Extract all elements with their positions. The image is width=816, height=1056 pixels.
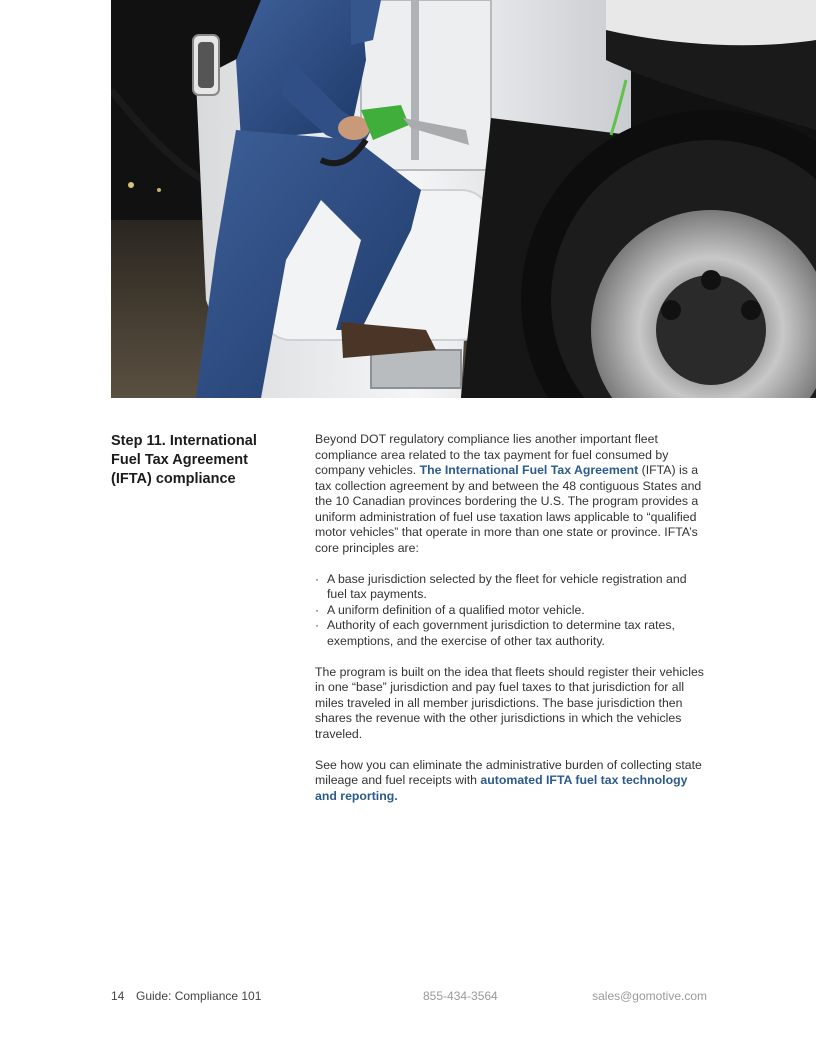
cta-paragraph	[315, 758, 705, 805]
list-item: · Authority of each government jurisdiction to determine tax rates, exemptions, and the exercise of other tax authority.	[315, 618, 705, 649]
ifta-link[interactable]: The International Fuel Tax Agreement	[419, 463, 639, 477]
intro-text-after-link: (IFTA) is a tax collection agreement by and between the 48 contiguous States and the 10 Canadian provinces bordering the U.S. The program provides a uniform administration of fuel use taxation laws applicable to “qualified motor vehicles” that operate in more than one state or province. IFTA’s core principles are:	[315, 463, 702, 555]
guide-title: Guide: Compliance 101	[136, 989, 262, 1003]
core-principles-list	[315, 572, 705, 650]
section-body	[315, 432, 705, 820]
intro-paragraph	[315, 432, 705, 556]
cta-text-before-link: See how you can eliminate the administrative burden of collecting state mileage and fuel receipts with	[315, 757, 702, 787]
base-jurisdiction-paragraph: The program is built on the idea that fleets should register their vehicles in one “base” jurisdiction and pay fuel taxes to that jurisdiction for all miles traveled in all member jurisdictions. The base jurisdiction then shares the revenue with the other jurisdictions in which the vehicles traveled.	[315, 664, 704, 741]
list-item: · A base jurisdiction selected by the fleet for vehicle registration and fuel tax payments.	[315, 572, 705, 603]
list-item: · A uniform definition of a qualified motor vehicle.	[315, 603, 705, 619]
phone-number[interactable]: 855-434-3564	[423, 989, 498, 1003]
truck-fueling-photo	[111, 0, 816, 398]
intro-text-before-link: Beyond DOT regulatory compliance lies another important fleet compliance area related to the tax payment for fuel consumed by company vehicles.	[315, 432, 669, 477]
page-footer	[0, 989, 816, 1005]
section-heading: Step 11. International Fuel Tax Agreement (IFTA) compliance	[111, 433, 257, 487]
page-number: 14	[111, 989, 125, 1003]
email-address[interactable]: sales@gomotive.com	[592, 989, 707, 1003]
automated-ifta-link[interactable]: automated IFTA fuel tax technology and reporting.	[315, 773, 688, 803]
